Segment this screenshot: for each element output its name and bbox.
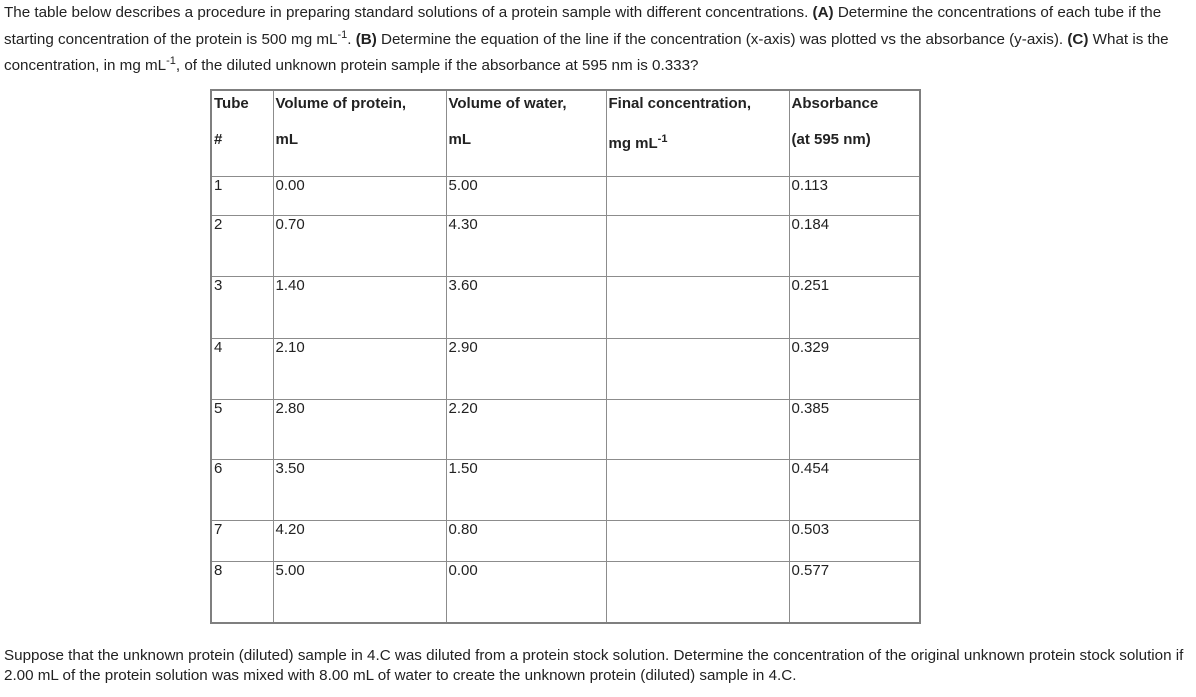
table-header-row [211, 90, 920, 176]
cell-water-volume: 2.20 [446, 399, 606, 459]
cell-tube: 4 [211, 338, 273, 399]
cell-tube: 1 [211, 176, 273, 215]
part-b-label: (B) [355, 30, 377, 48]
cell-protein-volume: 1.40 [273, 276, 446, 338]
cell-protein-volume: 4.20 [273, 520, 446, 561]
intro-text-2: Determine the concentrations of each tube if the starting concentration of the protein is 500 mg mL [4, 4, 1162, 48]
cell-water-volume: 1.50 [446, 459, 606, 520]
cell-absorbance: 0.577 [789, 561, 920, 623]
cell-tube: 3 [211, 276, 273, 338]
table-row [211, 561, 920, 623]
table-row [211, 176, 920, 215]
follow-up-question: Suppose that the unknown protein (diluted) sample in 4.C was diluted from a protein stock solution. Determine the concentration of the original unknown protein stock solution if 2.00 mL of the protein solution was mixed with 8.00 mL of water to create the unknown protein (diluted) sample in 4.C. [4, 647, 1184, 684]
unit-exponent: -1 [337, 28, 348, 41]
dilution-table [210, 89, 921, 624]
cell-water-volume: 2.90 [446, 338, 606, 399]
cell-tube: 6 [211, 459, 273, 520]
cell-absorbance: 0.184 [789, 215, 920, 276]
intro-text-6: , of the diluted unknown protein sample if the absorbance at 595 nm is 0.333? [175, 57, 699, 74]
cell-water-volume: 5.00 [446, 176, 606, 215]
header-protein-volume: Volume of protein, mL [273, 90, 446, 176]
unit-exponent: -1 [166, 55, 176, 67]
cell-absorbance: 0.385 [789, 399, 920, 459]
cell-protein-volume: 0.00 [273, 176, 446, 215]
cell-protein-volume: 0.70 [273, 215, 446, 276]
intro-text-1: The table below describes a procedure in preparing standard solutions of a protein sample with different concentrations. [4, 4, 813, 21]
cell-final-concentration [606, 276, 789, 338]
cell-final-concentration [606, 459, 789, 520]
cell-tube: 2 [211, 215, 273, 276]
cell-final-concentration [606, 399, 789, 459]
cell-final-concentration [606, 215, 789, 276]
cell-protein-volume: 3.50 [273, 459, 446, 520]
intro-text-3: . [347, 30, 356, 48]
intro-text-4: Determine the equation of the line if the concentration (x-axis) was plotted vs the absorbance (y-axis). [376, 30, 1068, 48]
cell-tube: 5 [211, 399, 273, 459]
header-absorbance: Absorbance (at 595 nm) [789, 90, 920, 176]
cell-water-volume: 4.30 [446, 215, 606, 276]
cell-protein-volume: 5.00 [273, 561, 446, 623]
intro-text-5: What is the concentration, in mg mL [4, 30, 1169, 74]
table-row [211, 338, 920, 399]
cell-final-concentration [606, 520, 789, 561]
cell-water-volume: 0.00 [446, 561, 606, 623]
table-row [211, 520, 920, 561]
cell-absorbance: 0.251 [789, 276, 920, 338]
part-c-label: (C) [1067, 30, 1089, 48]
part-a-label: (A) [812, 4, 834, 21]
cell-absorbance: 0.454 [789, 459, 920, 520]
cell-water-volume: 3.60 [446, 276, 606, 338]
cell-absorbance: 0.503 [789, 520, 920, 561]
cell-protein-volume: 2.80 [273, 399, 446, 459]
header-final-concentration: Final concentration, mg $mL^{-1}$ [606, 90, 789, 176]
cell-final-concentration [606, 338, 789, 399]
cell-tube: 7 [211, 520, 273, 561]
cell-absorbance: 0.329 [789, 338, 920, 399]
header-tube: Tube # [211, 90, 273, 176]
question-intro [4, 0, 1194, 80]
table-row [211, 215, 920, 276]
cell-protein-volume: 2.10 [273, 338, 446, 399]
cell-tube: 8 [211, 561, 273, 623]
header-water-volume: Volume of water, mL [446, 90, 606, 176]
cell-final-concentration [606, 561, 789, 623]
table-row [211, 399, 920, 459]
table-row [211, 276, 920, 338]
table-row [211, 459, 920, 520]
cell-final-concentration [606, 176, 789, 215]
cell-absorbance: 0.113 [789, 176, 920, 215]
cell-water-volume: 0.80 [446, 520, 606, 561]
